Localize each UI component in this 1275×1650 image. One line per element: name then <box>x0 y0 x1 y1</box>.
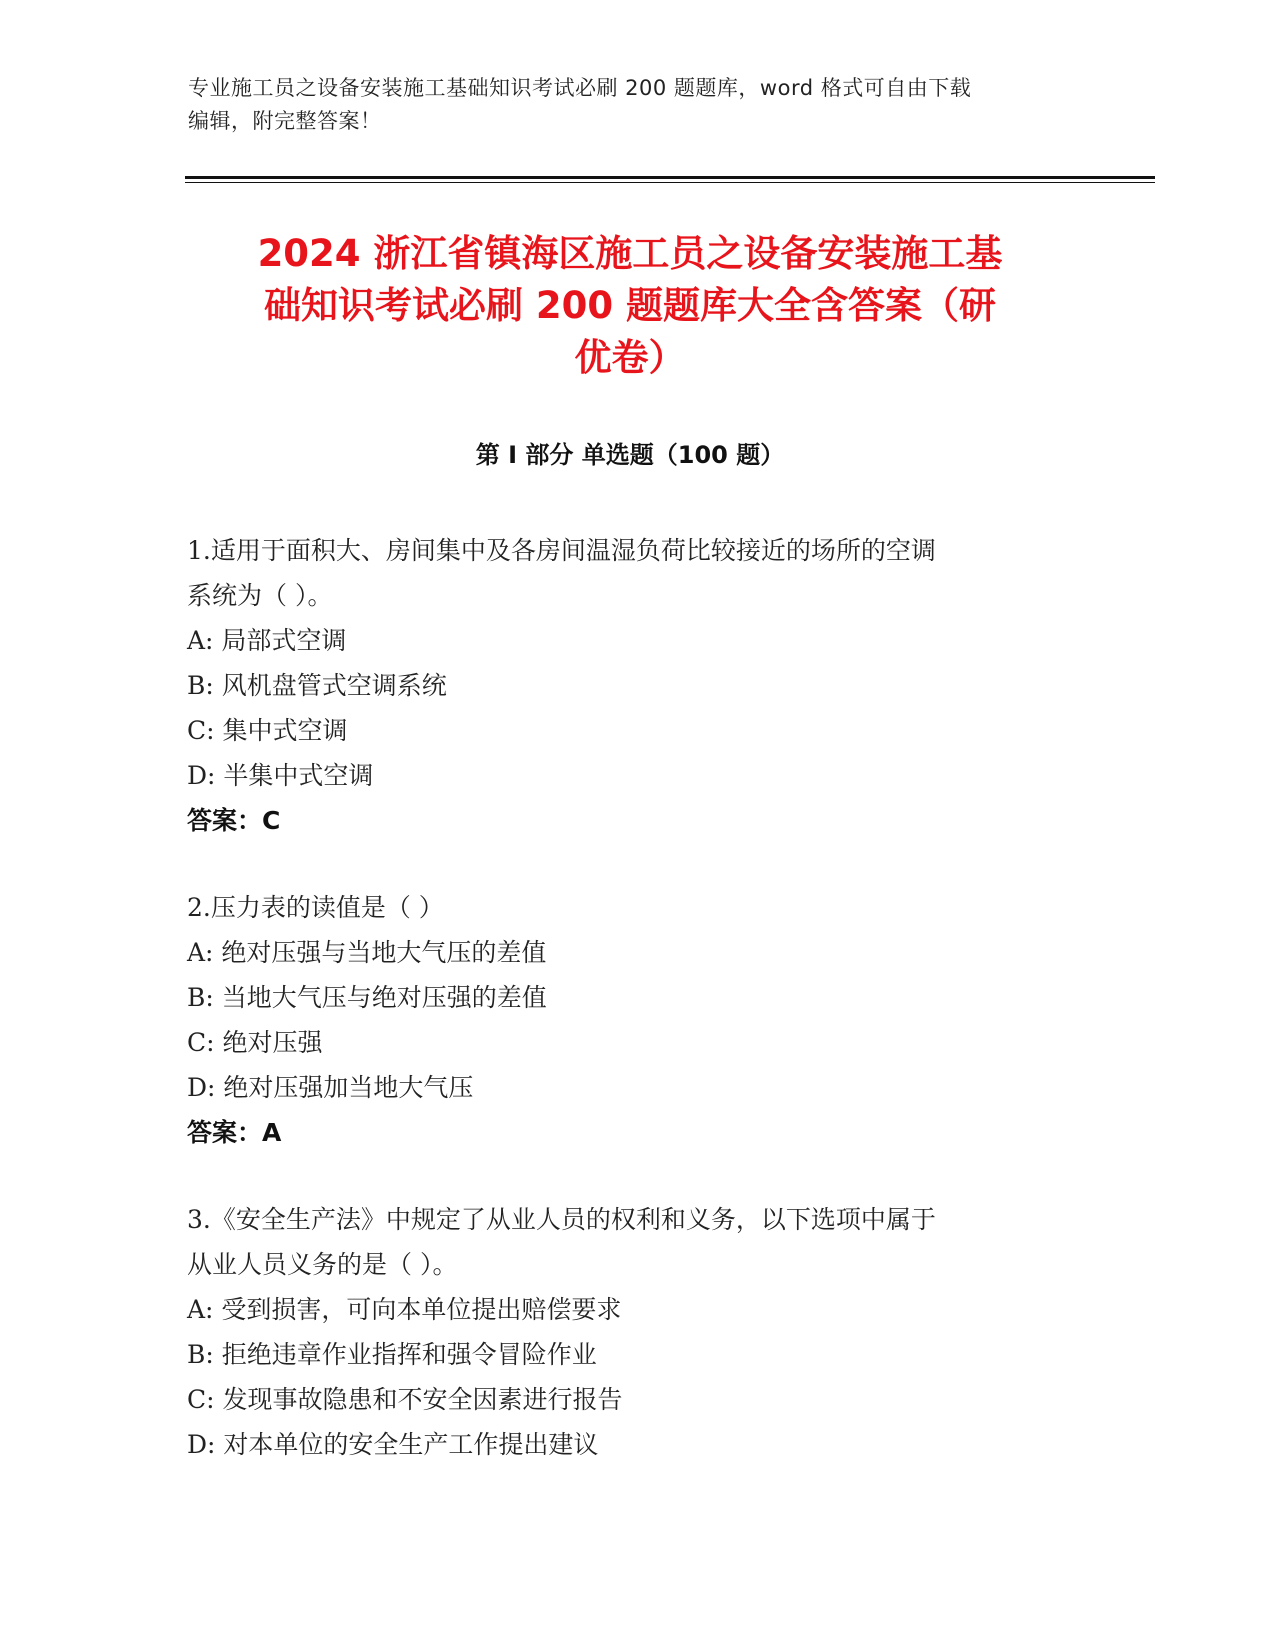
question-1 <box>187 528 1067 843</box>
question-stem-line: 系统为（ ）。 <box>187 581 333 610</box>
option-b: B: 风机盘管式空调系统 <box>187 671 447 700</box>
option-b: B: 拒绝违章作业指挥和强令冒险作业 <box>187 1340 597 1369</box>
answer-text: 答案：A <box>187 1118 282 1147</box>
question-stem-line: 1.适用于面积大、房间集中及各房间温湿负荷比较接近的场所的空调 <box>187 536 936 565</box>
question-stem-line: 2.压力表的读值是（ ） <box>187 893 444 922</box>
question-list <box>187 528 1067 1509</box>
option-b: B: 当地大气压与绝对压强的差值 <box>187 983 547 1012</box>
header-divider-thin <box>185 182 1155 183</box>
title-line-1: 2024 浙江省镇海区施工员之设备安装施工基 <box>257 232 1003 275</box>
question-2 <box>187 885 1067 1155</box>
section-heading: 第 I 部分 单选题（100 题） <box>475 441 785 469</box>
option-c: C: 发现事故隐患和不安全因素进行报告 <box>187 1385 623 1414</box>
document-header-note <box>188 72 1088 138</box>
option-a: A: 局部式空调 <box>187 626 347 655</box>
header-note-line-1: 专业施工员之设备安装施工基础知识考试必刷 200 题题库，word 格式可自由下载 <box>188 76 972 100</box>
question-stem-line: 从业人员义务的是（ ）。 <box>187 1250 458 1279</box>
option-a: A: 受到损害，可向本单位提出赔偿要求 <box>187 1295 622 1324</box>
option-c: C: 集中式空调 <box>187 716 348 745</box>
answer-text: 答案：C <box>187 806 281 835</box>
option-a: A: 绝对压强与当地大气压的差值 <box>187 938 547 967</box>
question-stem-line: 3.《安全生产法》中规定了从业人员的权利和义务，以下选项中属于 <box>187 1205 936 1234</box>
question-3 <box>187 1197 1067 1467</box>
option-d: D: 对本单位的安全生产工作提出建议 <box>187 1430 599 1459</box>
option-d: D: 绝对压强加当地大气压 <box>187 1073 474 1102</box>
option-d: D: 半集中式空调 <box>187 761 374 790</box>
header-divider-thick <box>185 176 1155 179</box>
document-title <box>180 228 1080 384</box>
title-line-2: 础知识考试必刷 200 题题库大全含答案（研 <box>264 284 996 327</box>
option-c: C: 绝对压强 <box>187 1028 323 1057</box>
title-line-3: 优卷） <box>574 336 686 379</box>
header-note-line-2: 编辑，附完整答案！ <box>188 109 382 133</box>
